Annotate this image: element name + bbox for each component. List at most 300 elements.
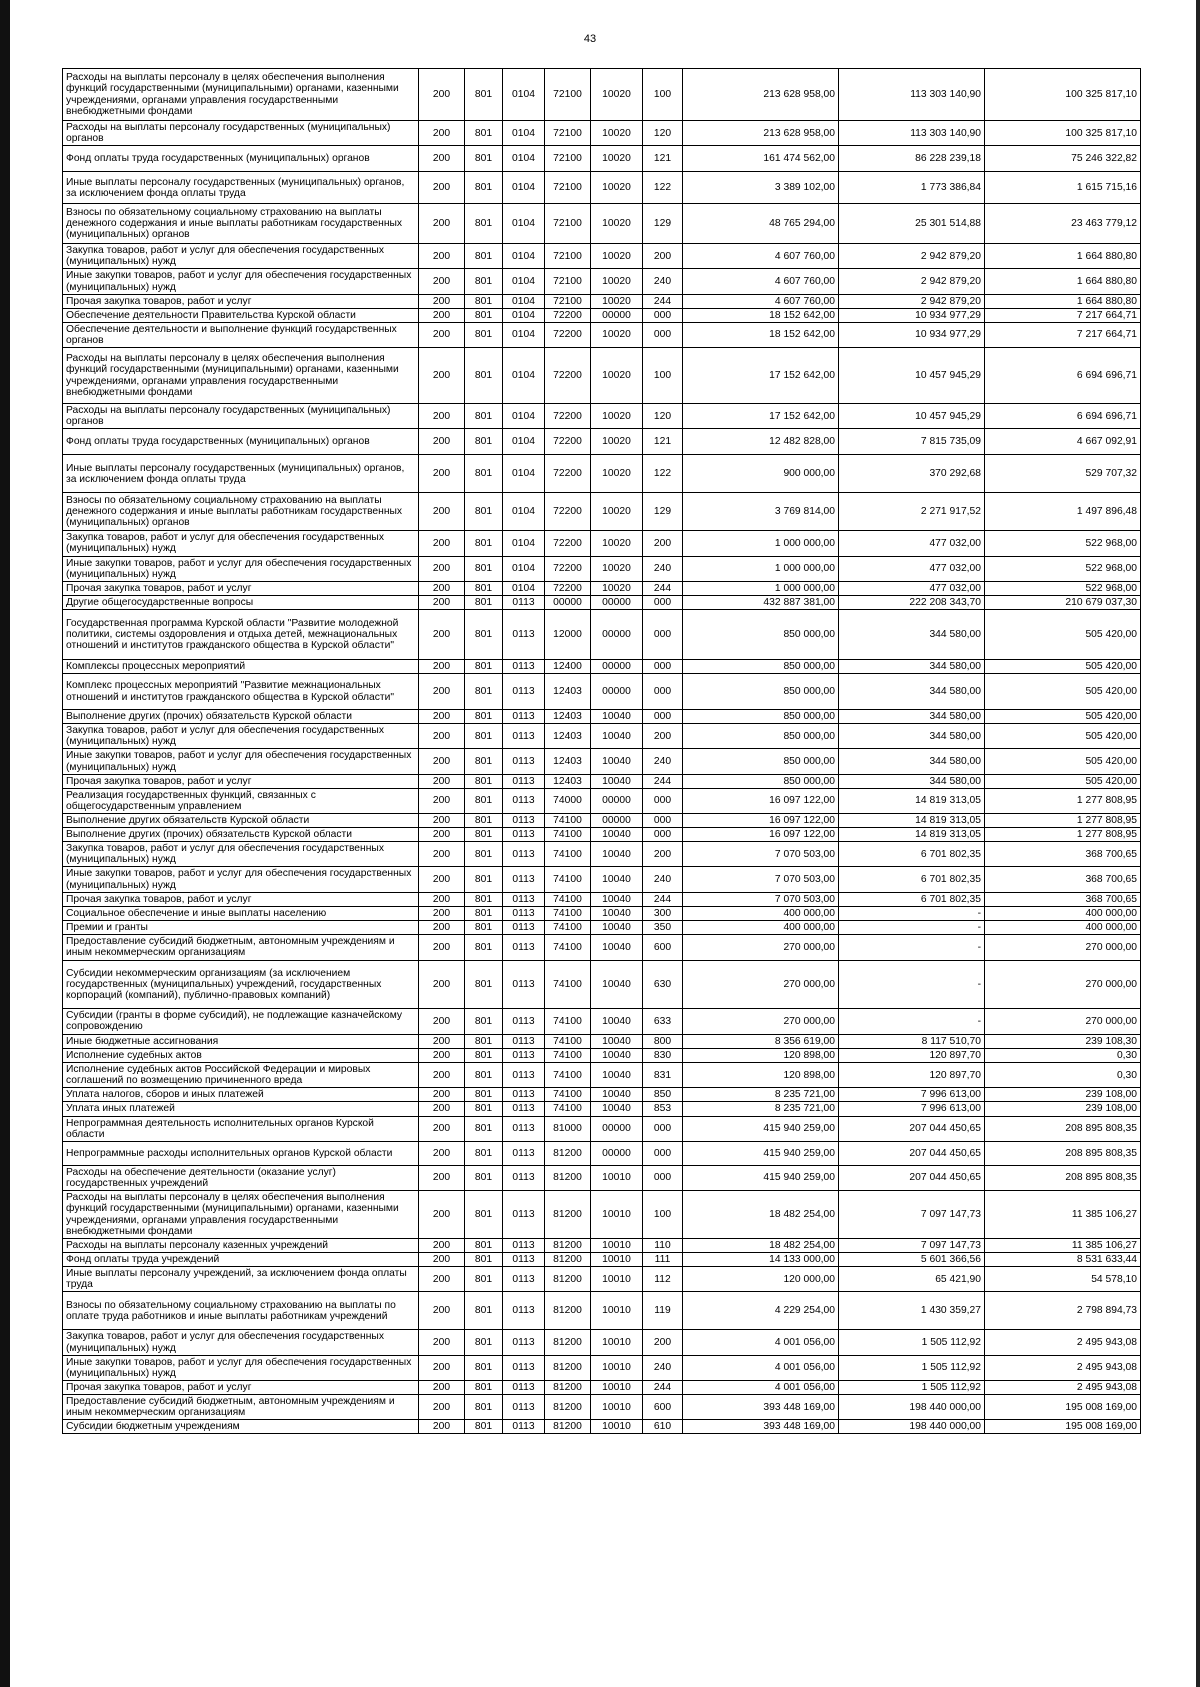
expense-type-code: 000 (643, 674, 683, 710)
program-code: 74100 (545, 813, 591, 827)
executed-amount: 344 580,00 (839, 609, 985, 659)
section-code: 0104 (503, 146, 545, 172)
program-code: 00000 (545, 595, 591, 609)
expense-type-code: 200 (643, 842, 683, 867)
section-code: 0104 (503, 204, 545, 244)
assigned-amount: 17 152 642,00 (683, 348, 839, 404)
direction-code: 10020 (591, 294, 643, 308)
section-code: 0113 (503, 788, 545, 813)
program-code: 72200 (545, 493, 591, 531)
executed-amount: - (839, 1008, 985, 1034)
row-name: Иные закупки товаров, работ и услуг для обеспечения государственных (муниципальных) нужд (63, 556, 419, 581)
executed-amount: 5 601 366,56 (839, 1253, 985, 1267)
program-code: 12403 (545, 774, 591, 788)
section-code: 0113 (503, 674, 545, 710)
row-name: Субсидии бюджетным учреждениям (63, 1420, 419, 1434)
executed-amount: 2 942 879,20 (839, 294, 985, 308)
grbs-code: 200 (419, 1395, 465, 1420)
remaining-amount: 522 968,00 (985, 556, 1141, 581)
program-code: 81200 (545, 1420, 591, 1434)
assigned-amount: 18 482 254,00 (683, 1191, 839, 1239)
program-code: 74100 (545, 867, 591, 892)
expense-type-code: 000 (643, 1165, 683, 1190)
program-code: 72200 (545, 322, 591, 347)
ministry-code: 801 (465, 581, 503, 595)
table-row (63, 674, 1141, 710)
executed-amount: 1 773 386,84 (839, 172, 985, 204)
grbs-code: 200 (419, 828, 465, 842)
ministry-code: 801 (465, 294, 503, 308)
direction-code: 10040 (591, 724, 643, 749)
expense-type-code: 112 (643, 1267, 683, 1292)
executed-amount: 477 032,00 (839, 581, 985, 595)
expense-type-code: 244 (643, 774, 683, 788)
expense-type-code: 000 (643, 308, 683, 322)
assigned-amount: 850 000,00 (683, 724, 839, 749)
executed-amount: 7 815 735,09 (839, 429, 985, 455)
executed-amount: 477 032,00 (839, 556, 985, 581)
executed-amount: 113 303 140,90 (839, 121, 985, 146)
ministry-code: 801 (465, 1330, 503, 1355)
executed-amount: 2 271 917,52 (839, 493, 985, 531)
expense-type-code: 100 (643, 348, 683, 404)
remaining-amount: 208 895 808,35 (985, 1141, 1141, 1165)
ministry-code: 801 (465, 1420, 503, 1434)
table-row (63, 204, 1141, 244)
program-code: 81200 (545, 1141, 591, 1165)
assigned-amount: 14 133 000,00 (683, 1253, 839, 1267)
remaining-amount: 7 217 664,71 (985, 322, 1141, 347)
executed-amount: - (839, 920, 985, 934)
expense-type-code: 200 (643, 1330, 683, 1355)
ministry-code: 801 (465, 659, 503, 673)
row-name: Уплата налогов, сборов и иных платежей (63, 1088, 419, 1102)
program-code: 72100 (545, 121, 591, 146)
grbs-code: 200 (419, 455, 465, 493)
remaining-amount: 0,30 (985, 1049, 1141, 1063)
expense-type-code: 000 (643, 322, 683, 347)
ministry-code: 801 (465, 244, 503, 269)
row-name: Непрограммные расходы исполнительных органов Курской области (63, 1141, 419, 1165)
row-name: Фонд оплаты труда государственных (муниципальных) органов (63, 429, 419, 455)
ministry-code: 801 (465, 1380, 503, 1394)
grbs-code: 200 (419, 1355, 465, 1380)
grbs-code: 200 (419, 934, 465, 960)
executed-amount: 2 942 879,20 (839, 269, 985, 294)
remaining-amount: 505 420,00 (985, 749, 1141, 774)
grbs-code: 200 (419, 1420, 465, 1434)
direction-code: 10040 (591, 1034, 643, 1048)
table-row (63, 581, 1141, 595)
ministry-code: 801 (465, 404, 503, 429)
section-code: 0113 (503, 1063, 545, 1088)
remaining-amount: 505 420,00 (985, 609, 1141, 659)
executed-amount: 344 580,00 (839, 659, 985, 673)
section-code: 0113 (503, 595, 545, 609)
grbs-code: 200 (419, 1165, 465, 1190)
page-number: 43 (583, 33, 597, 45)
program-code: 81200 (545, 1355, 591, 1380)
executed-amount: 6 701 802,35 (839, 867, 985, 892)
direction-code: 00000 (591, 659, 643, 673)
section-code: 0113 (503, 1395, 545, 1420)
remaining-amount: 7 217 664,71 (985, 308, 1141, 322)
grbs-code: 200 (419, 595, 465, 609)
row-name: Субсидии некоммерческим организациям (за исключением государственных (муниципальных) учреждений, государственных корпораций (компаний), публично-правовых компаний) (63, 960, 419, 1008)
assigned-amount: 8 235 721,00 (683, 1102, 839, 1116)
grbs-code: 200 (419, 1088, 465, 1102)
section-code: 0113 (503, 1239, 545, 1253)
expense-type-code: 244 (643, 294, 683, 308)
program-code: 72100 (545, 244, 591, 269)
remaining-amount: 270 000,00 (985, 960, 1141, 1008)
assigned-amount: 4 607 760,00 (683, 294, 839, 308)
direction-code: 00000 (591, 595, 643, 609)
expense-type-code: 100 (643, 69, 683, 121)
program-code: 81200 (545, 1239, 591, 1253)
assigned-amount: 270 000,00 (683, 934, 839, 960)
grbs-code: 200 (419, 172, 465, 204)
expense-type-code: 200 (643, 244, 683, 269)
row-name: Расходы на выплаты персоналу в целях обеспечения выполнения функций государственными (муниципальными) органами, казенными учреждениями, органами управления государственными внебюджетными фондами (63, 348, 419, 404)
section-code: 0104 (503, 429, 545, 455)
assigned-amount: 18 152 642,00 (683, 322, 839, 347)
executed-amount: 120 897,70 (839, 1049, 985, 1063)
section-code: 0104 (503, 348, 545, 404)
remaining-amount: 195 008 169,00 (985, 1395, 1141, 1420)
program-code: 81200 (545, 1267, 591, 1292)
program-code: 12000 (545, 609, 591, 659)
table-row (63, 749, 1141, 774)
ministry-code: 801 (465, 172, 503, 204)
ministry-code: 801 (465, 429, 503, 455)
table-row (63, 960, 1141, 1008)
expense-type-code: 240 (643, 749, 683, 774)
row-name: Другие общегосударственные вопросы (63, 595, 419, 609)
expense-type-code: 000 (643, 1141, 683, 1165)
ministry-code: 801 (465, 348, 503, 404)
assigned-amount: 16 097 122,00 (683, 828, 839, 842)
ministry-code: 801 (465, 1191, 503, 1239)
table-row (63, 1330, 1141, 1355)
assigned-amount: 213 628 958,00 (683, 121, 839, 146)
section-code: 0104 (503, 244, 545, 269)
expense-type-code: 129 (643, 204, 683, 244)
expense-type-code: 000 (643, 813, 683, 827)
direction-code: 10020 (591, 269, 643, 294)
expense-type-code: 630 (643, 960, 683, 1008)
section-code: 0113 (503, 1116, 545, 1141)
assigned-amount: 4 001 056,00 (683, 1380, 839, 1394)
grbs-code: 200 (419, 204, 465, 244)
executed-amount: 10 934 977,29 (839, 308, 985, 322)
remaining-amount: 400 000,00 (985, 920, 1141, 934)
assigned-amount: 850 000,00 (683, 749, 839, 774)
executed-amount: 198 440 000,00 (839, 1395, 985, 1420)
direction-code: 10040 (591, 906, 643, 920)
direction-code: 10040 (591, 710, 643, 724)
ministry-code: 801 (465, 1008, 503, 1034)
executed-amount: 6 701 802,35 (839, 892, 985, 906)
section-code: 0113 (503, 934, 545, 960)
program-code: 72200 (545, 455, 591, 493)
ministry-code: 801 (465, 813, 503, 827)
grbs-code: 200 (419, 244, 465, 269)
grbs-code: 200 (419, 1049, 465, 1063)
ministry-code: 801 (465, 269, 503, 294)
expense-type-code: 000 (643, 1116, 683, 1141)
direction-code: 10040 (591, 960, 643, 1008)
program-code: 74100 (545, 920, 591, 934)
expense-type-code: 110 (643, 1239, 683, 1253)
program-code: 81200 (545, 1292, 591, 1330)
table-row (63, 1049, 1141, 1063)
row-name: Предоставление субсидий бюджетным, автономным учреждениям и иным некоммерческим организациям (63, 934, 419, 960)
ministry-code: 801 (465, 892, 503, 906)
section-code: 0113 (503, 659, 545, 673)
program-code: 72200 (545, 531, 591, 556)
grbs-code: 200 (419, 842, 465, 867)
expense-type-code: 244 (643, 581, 683, 595)
section-code: 0113 (503, 1267, 545, 1292)
expense-type-code: 240 (643, 867, 683, 892)
remaining-amount: 1 615 715,16 (985, 172, 1141, 204)
executed-amount: 1 430 359,27 (839, 1292, 985, 1330)
row-name: Фонд оплаты труда учреждений (63, 1253, 419, 1267)
remaining-amount: 75 246 322,82 (985, 146, 1141, 172)
grbs-code: 200 (419, 609, 465, 659)
row-name: Закупка товаров, работ и услуг для обеспечения государственных (муниципальных) нужд (63, 842, 419, 867)
row-name: Иные закупки товаров, работ и услуг для обеспечения государственных (муниципальных) нужд (63, 867, 419, 892)
table-row (63, 269, 1141, 294)
program-code: 74100 (545, 828, 591, 842)
table-row (63, 828, 1141, 842)
direction-code: 10040 (591, 1088, 643, 1102)
executed-amount: 10 934 977,29 (839, 322, 985, 347)
row-name: Исполнение судебных актов (63, 1049, 419, 1063)
ministry-code: 801 (465, 867, 503, 892)
program-code: 72200 (545, 429, 591, 455)
direction-code: 10020 (591, 581, 643, 595)
row-name: Выполнение других (прочих) обязательств Курской области (63, 828, 419, 842)
assigned-amount: 16 097 122,00 (683, 788, 839, 813)
row-name: Иные выплаты персоналу государственных (муниципальных) органов, за исключением фонда оплаты труда (63, 455, 419, 493)
ministry-code: 801 (465, 322, 503, 347)
expense-type-code: 000 (643, 788, 683, 813)
section-code: 0104 (503, 308, 545, 322)
grbs-code: 200 (419, 1253, 465, 1267)
program-code: 74000 (545, 788, 591, 813)
grbs-code: 200 (419, 1063, 465, 1088)
assigned-amount: 393 448 169,00 (683, 1395, 839, 1420)
row-name: Иные закупки товаров, работ и услуг для обеспечения государственных (муниципальных) нужд (63, 269, 419, 294)
table-row (63, 244, 1141, 269)
row-name: Прочая закупка товаров, работ и услуг (63, 774, 419, 788)
grbs-code: 200 (419, 813, 465, 827)
expense-type-code: 000 (643, 659, 683, 673)
assigned-amount: 270 000,00 (683, 960, 839, 1008)
row-name: Иные закупки товаров, работ и услуг для обеспечения государственных (муниципальных) нужд (63, 749, 419, 774)
row-name: Расходы на выплаты персоналу государственных (муниципальных) органов (63, 404, 419, 429)
program-code: 81000 (545, 1116, 591, 1141)
section-code: 0113 (503, 1380, 545, 1394)
remaining-amount: 400 000,00 (985, 906, 1141, 920)
remaining-amount: 4 667 092,91 (985, 429, 1141, 455)
direction-code: 10040 (591, 774, 643, 788)
program-code: 74100 (545, 1008, 591, 1034)
row-name: Исполнение судебных актов Российской Федерации и мировых соглашений по возмещению причиненного вреда (63, 1063, 419, 1088)
grbs-code: 200 (419, 404, 465, 429)
direction-code: 10010 (591, 1395, 643, 1420)
table-row (63, 659, 1141, 673)
program-code: 72200 (545, 581, 591, 595)
program-code: 74100 (545, 842, 591, 867)
section-code: 0113 (503, 813, 545, 827)
direction-code: 10040 (591, 828, 643, 842)
remaining-amount: 100 325 817,10 (985, 69, 1141, 121)
row-name: Премии и гранты (63, 920, 419, 934)
table-row (63, 429, 1141, 455)
remaining-amount: 270 000,00 (985, 934, 1141, 960)
executed-amount: 7 097 147,73 (839, 1239, 985, 1253)
assigned-amount: 850 000,00 (683, 710, 839, 724)
assigned-amount: 120 898,00 (683, 1063, 839, 1088)
grbs-code: 200 (419, 1141, 465, 1165)
row-name: Прочая закупка товаров, работ и услуг (63, 892, 419, 906)
grbs-code: 200 (419, 1034, 465, 1048)
grbs-code: 200 (419, 556, 465, 581)
executed-amount: 8 117 510,70 (839, 1034, 985, 1048)
budget-table (62, 68, 1141, 1434)
assigned-amount: 8 356 619,00 (683, 1034, 839, 1048)
grbs-code: 200 (419, 1292, 465, 1330)
grbs-code: 200 (419, 294, 465, 308)
row-name: Закупка товаров, работ и услуг для обеспечения государственных (муниципальных) нужд (63, 1330, 419, 1355)
assigned-amount: 16 097 122,00 (683, 813, 839, 827)
ministry-code: 801 (465, 1292, 503, 1330)
assigned-amount: 18 152 642,00 (683, 308, 839, 322)
ministry-code: 801 (465, 934, 503, 960)
row-name: Иные закупки товаров, работ и услуг для обеспечения государственных (муниципальных) нужд (63, 1355, 419, 1380)
assigned-amount: 415 940 259,00 (683, 1116, 839, 1141)
section-code: 0113 (503, 1141, 545, 1165)
grbs-code: 200 (419, 581, 465, 595)
remaining-amount: 1 664 880,80 (985, 244, 1141, 269)
program-code: 81200 (545, 1380, 591, 1394)
remaining-amount: 368 700,65 (985, 867, 1141, 892)
direction-code: 10020 (591, 121, 643, 146)
row-name: Обеспечение деятельности и выполнение функций государственных органов (63, 322, 419, 347)
executed-amount: 344 580,00 (839, 774, 985, 788)
section-code: 0104 (503, 556, 545, 581)
direction-code: 10020 (591, 204, 643, 244)
ministry-code: 801 (465, 749, 503, 774)
executed-amount: 207 044 450,65 (839, 1116, 985, 1141)
direction-code: 10010 (591, 1267, 643, 1292)
executed-amount: - (839, 934, 985, 960)
table-row (63, 493, 1141, 531)
section-code: 0113 (503, 1102, 545, 1116)
table-row (63, 404, 1141, 429)
row-name: Обеспечение деятельности Правительства Курской области (63, 308, 419, 322)
assigned-amount: 1 000 000,00 (683, 556, 839, 581)
ministry-code: 801 (465, 1049, 503, 1063)
executed-amount: 222 208 343,70 (839, 595, 985, 609)
grbs-code: 200 (419, 659, 465, 673)
ministry-code: 801 (465, 788, 503, 813)
program-code: 74100 (545, 1034, 591, 1048)
remaining-amount: 239 108,00 (985, 1102, 1141, 1116)
direction-code: 00000 (591, 1141, 643, 1165)
assigned-amount: 4 001 056,00 (683, 1355, 839, 1380)
assigned-amount: 415 940 259,00 (683, 1141, 839, 1165)
executed-amount: 2 942 879,20 (839, 244, 985, 269)
expense-type-code: 610 (643, 1420, 683, 1434)
row-name: Иные выплаты персоналу учреждений, за исключением фонда оплаты труда (63, 1267, 419, 1292)
direction-code: 10010 (591, 1420, 643, 1434)
assigned-amount: 400 000,00 (683, 920, 839, 934)
grbs-code: 200 (419, 1191, 465, 1239)
table-row (63, 1253, 1141, 1267)
grbs-code: 200 (419, 493, 465, 531)
executed-amount: 14 819 313,05 (839, 788, 985, 813)
direction-code: 10040 (591, 1008, 643, 1034)
expense-type-code: 121 (643, 146, 683, 172)
ministry-code: 801 (465, 828, 503, 842)
assigned-amount: 48 765 294,00 (683, 204, 839, 244)
remaining-amount: 239 108,00 (985, 1088, 1141, 1102)
remaining-amount: 195 008 169,00 (985, 1420, 1141, 1434)
row-name: Взносы по обязательному социальному страхованию на выплаты денежного содержания и иные выплаты работникам государственных (муниципальных) органов (63, 204, 419, 244)
row-name: Комплексы процессных мероприятий (63, 659, 419, 673)
assigned-amount: 432 887 381,00 (683, 595, 839, 609)
executed-amount: 10 457 945,29 (839, 404, 985, 429)
program-code: 81200 (545, 1395, 591, 1420)
section-code: 0113 (503, 1253, 545, 1267)
table-row (63, 455, 1141, 493)
section-code: 0113 (503, 960, 545, 1008)
section-code: 0113 (503, 842, 545, 867)
table-row (63, 69, 1141, 121)
row-name: Государственная программа Курской области "Развитие молодежной политики, системы оздоровления и отдыха детей, межнациональных отношений и институтов гражданского общества в Курской области" (63, 609, 419, 659)
assigned-amount: 17 152 642,00 (683, 404, 839, 429)
expense-type-code: 122 (643, 455, 683, 493)
remaining-amount: 6 694 696,71 (985, 404, 1141, 429)
executed-amount: 7 996 613,00 (839, 1088, 985, 1102)
expense-type-code: 830 (643, 1049, 683, 1063)
row-name: Комплекс процессных мероприятий "Развитие межнациональных отношений и институтов гражданского общества в Курской области" (63, 674, 419, 710)
row-name: Субсидии (гранты в форме субсидий), не подлежащие казначейскому сопровождению (63, 1008, 419, 1034)
expense-type-code: 121 (643, 429, 683, 455)
expense-type-code: 800 (643, 1034, 683, 1048)
remaining-amount: 11 385 106,27 (985, 1239, 1141, 1253)
program-code: 12403 (545, 710, 591, 724)
grbs-code: 200 (419, 322, 465, 347)
assigned-amount: 12 482 828,00 (683, 429, 839, 455)
table-row (63, 1267, 1141, 1292)
assigned-amount: 850 000,00 (683, 659, 839, 673)
program-code: 72200 (545, 556, 591, 581)
table-row (63, 1355, 1141, 1380)
direction-code: 10040 (591, 1063, 643, 1088)
expense-type-code: 000 (643, 828, 683, 842)
executed-amount: - (839, 906, 985, 920)
direction-code: 10010 (591, 1253, 643, 1267)
direction-code: 10040 (591, 842, 643, 867)
ministry-code: 801 (465, 724, 503, 749)
expense-type-code: 120 (643, 404, 683, 429)
remaining-amount: 368 700,65 (985, 892, 1141, 906)
